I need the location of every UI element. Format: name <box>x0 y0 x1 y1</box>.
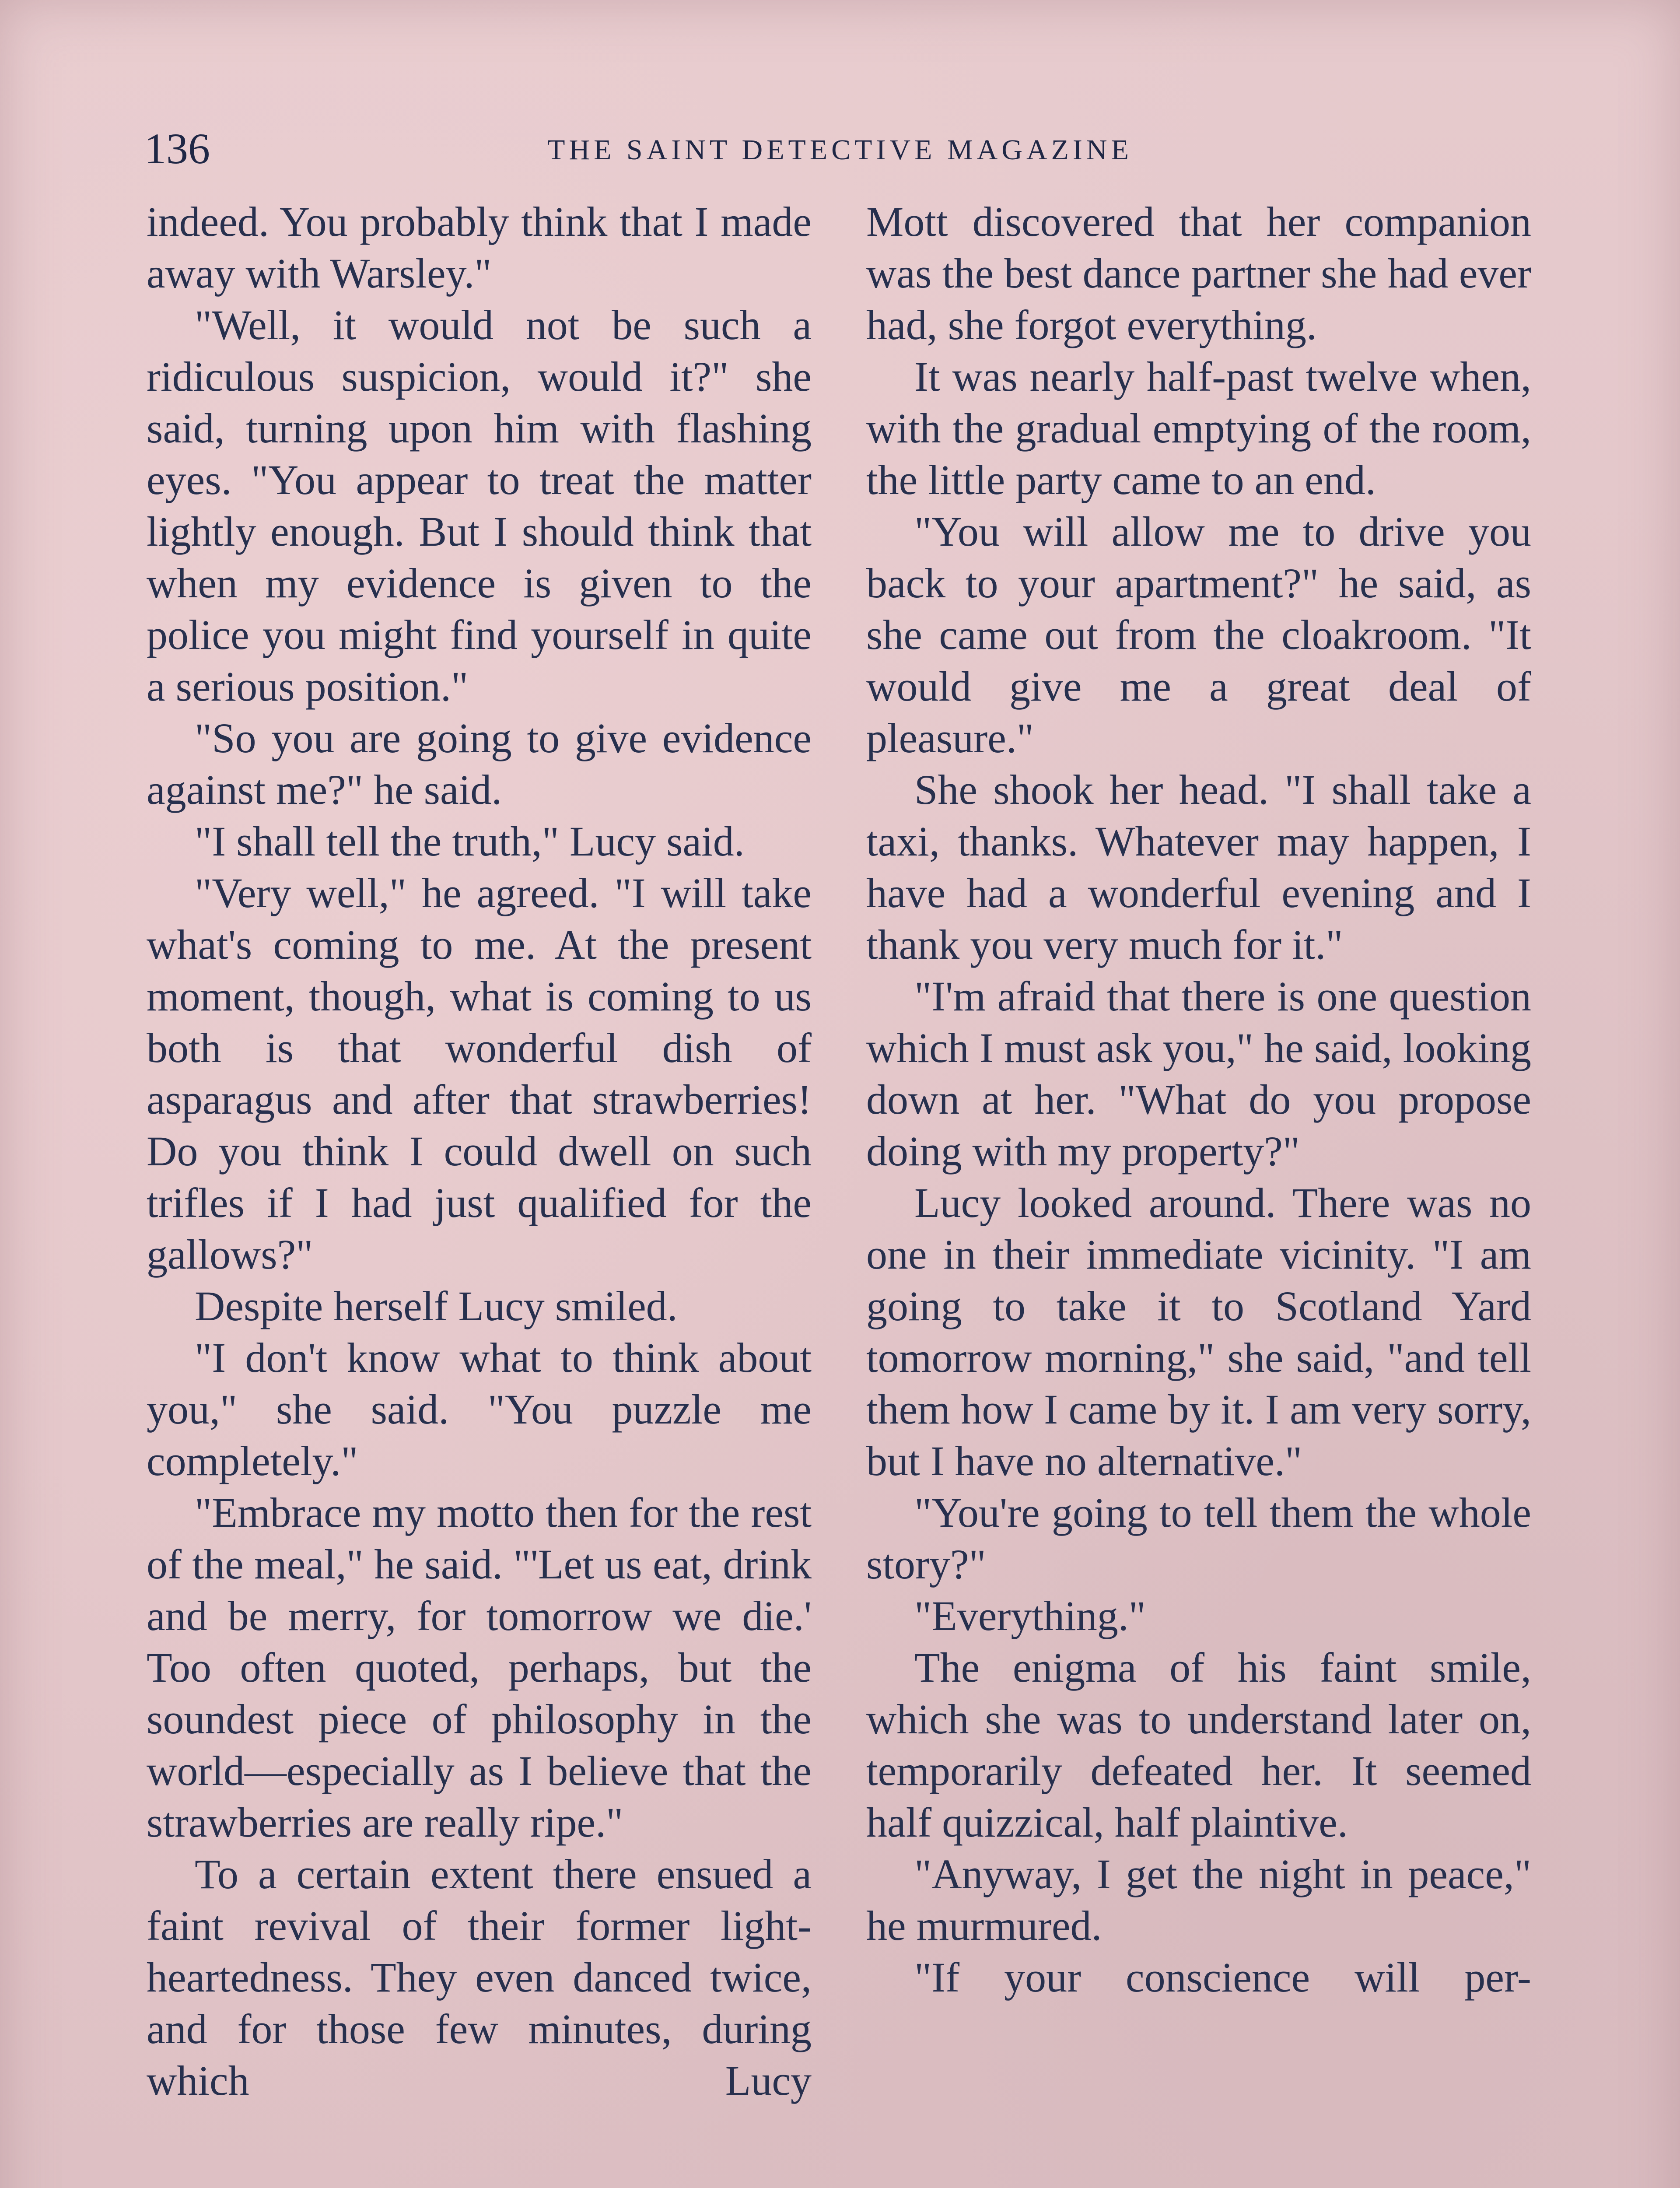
paragraph: "So you are going to give evidence against me?" he said. <box>147 715 812 813</box>
paragraph: "Everything." <box>914 1592 1146 1639</box>
left-column <box>147 196 812 2107</box>
paragraph: To a certain extent there ensued a faint revival of their former light-heartedness. They even danced twice, and for those few minutes, during which Lucy <box>147 1851 812 2104</box>
paragraph: The enigma of his faint smile, which she was to understand later on, temporarily defeated her. It seemed half quizzical, half plaintive. <box>866 1644 1531 1846</box>
paragraph: It was nearly half-past twelve when, with the gradual emptying of the room, the little party came to an end. <box>866 353 1531 503</box>
page-number: 136 <box>144 124 210 173</box>
paragraph: indeed. You probably think that I made away with Warsley." <box>147 198 812 297</box>
paragraph: "I'm afraid that there is one question which I must ask you," he said, looking down at her. "What do you propose doing with my property?" <box>866 973 1531 1175</box>
paragraph: Lucy looked around. There was no one in their immediate vicinity. "I am going to take it to Scotland Yard tomorrow morning," she said, "and tell them how I came by it. I am very sorry, but I have no alternative." <box>866 1179 1531 1484</box>
paragraph: Despite herself Lucy smiled. <box>195 1283 678 1329</box>
paragraph: "I don't know what to think about you," she said. "You puzzle me completely." <box>147 1334 812 1484</box>
paragraph: "You will allow me to drive you back to your apartment?" he said, as she came out from the cloakroom. "It would give me a great deal of pleasure." <box>866 508 1531 761</box>
paragraph: "Well, it would not be such a ridiculous suspicion, would it?" she said, turning upon him with flashing eyes. "You appear to treat the matter lightly enough. But I should think that when my evidence is given to the police you might find yourself in quite a serious position." <box>147 302 812 710</box>
paragraph: "Anyway, I get the night in peace," he murmured. <box>866 1851 1531 1949</box>
paragraph: "You're going to tell them the whole story?" <box>866 1489 1531 1588</box>
paragraph: Mott discovered that her companion was the best dance partner she had ever had, she forgot everything. <box>866 198 1531 348</box>
running-header <box>144 125 1536 173</box>
paragraph: "Very well," he agreed. "I will take what's coming to me. At the present moment, though, what is coming to us both is that wonderful dish of asparagus and after that strawberries! Do you think I could dwell on such trifles if I had just qualified for the gallows?" <box>147 870 812 1278</box>
paragraph: "I shall tell the truth," Lucy said. <box>195 818 745 865</box>
running-title: THE SAINT DETECTIVE MAGAZINE <box>547 134 1133 166</box>
paragraph: "If your conscience will per- <box>914 1954 1531 2001</box>
paragraph: "Embrace my motto then for the rest of the meal," he said. "'Let us eat, drink and be merry, for tomorrow we die.' Too often quoted, perhaps, but the soundest piece of philosophy in the world—especially as I believe that the strawberries are really ripe." <box>147 1489 812 1846</box>
right-column <box>866 196 1531 2003</box>
paragraph: She shook her head. "I shall take a taxi, thanks. Whatever may happen, I have had a wonderful evening and I thank you very much for it." <box>866 766 1531 968</box>
